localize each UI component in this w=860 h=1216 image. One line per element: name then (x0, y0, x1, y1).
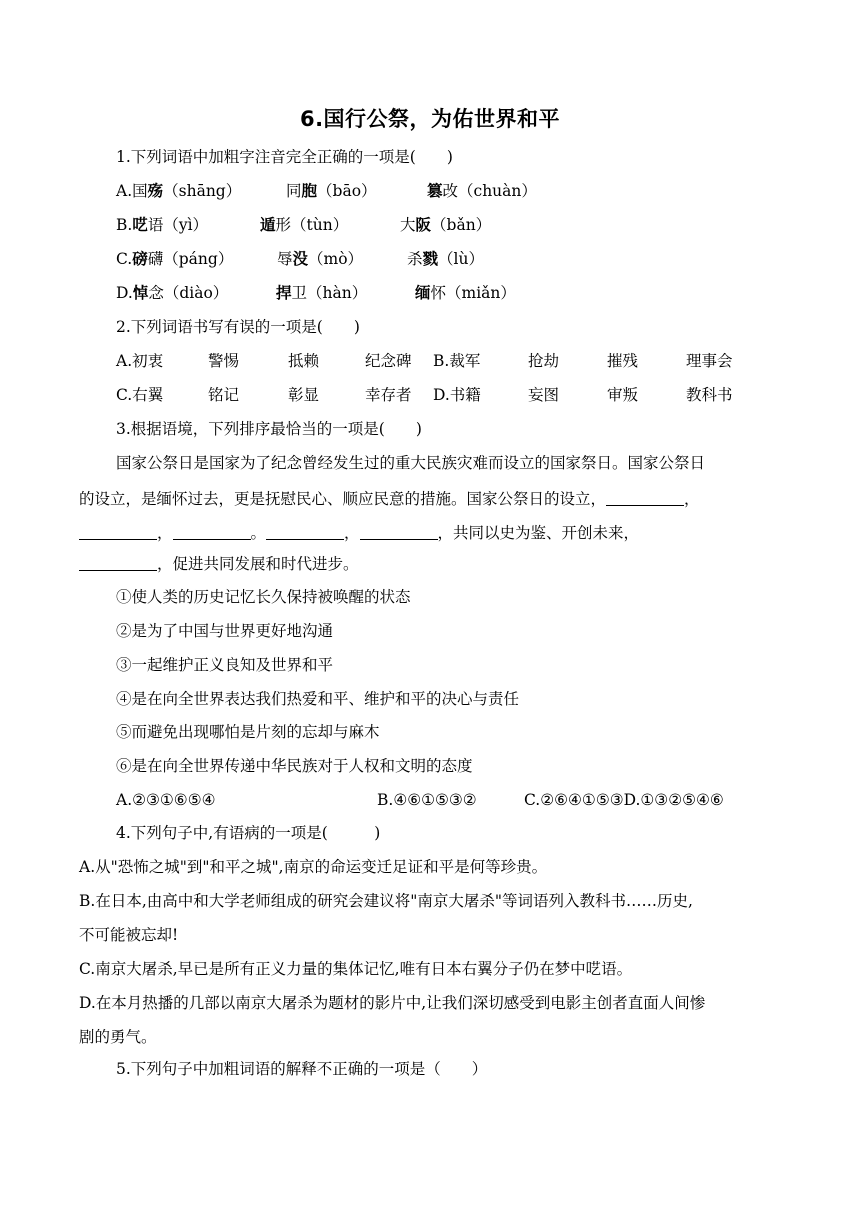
fill-blank[interactable] (606, 489, 684, 506)
sentence-item-6: ⑥是在向全世界传递中华民族对于人权和文明的态度 (116, 757, 473, 775)
option-a-word-1: A.国殇（shāng） (116, 181, 242, 200)
word-cell: C.右翼 (116, 386, 164, 404)
word-cell: 警惕 (208, 352, 240, 370)
passage-line-4: ，促进共同发展和时代进步。 (79, 553, 359, 575)
word-cell: 铭记 (208, 386, 240, 404)
sentence-item-5: ⑤而避免出现哪怕是片刻的忘却与麻木 (116, 723, 380, 741)
word-cell: 纪念碑 (365, 352, 412, 370)
sentence-item-3: ③一起维护正义良知及世界和平 (116, 656, 334, 674)
question-3-stem: 3.根据语境，下列排序最恰当的一项是( ) (116, 420, 422, 438)
fill-blank[interactable] (360, 523, 438, 540)
question-4-option-b-line-2: 不可能被忘却! (79, 926, 179, 944)
word-cell: 理事会 (686, 352, 733, 370)
fill-blank[interactable] (79, 523, 157, 540)
page-title: 6.国行公祭，为佑世界和平 (299, 107, 561, 131)
question-1-stem: 1.下列词语中加粗字注音完全正确的一项是( ) (116, 148, 453, 166)
option-a-word-2: 同胞（bāo） (286, 181, 377, 200)
word-cell: 幸存者 (365, 386, 412, 404)
sentence-item-1: ①使人类的历史记忆长久保持被唤醒的状态 (116, 588, 411, 606)
question-4-option-c: C.南京大屠杀,早已是所有正义力量的集体记忆,唯有日本右翼分子仍在梦中呓语。 (79, 960, 633, 978)
sentence-item-4: ④是在向全世界表达我们热爱和平、维护和平的决心与责任 (116, 690, 520, 708)
option-c-word-2: 辱没（mò） (277, 249, 364, 268)
option-b-word-1: B.呓语（yì） (116, 215, 209, 234)
option-c-word-1: C.磅礴（páng） (116, 249, 234, 268)
word-cell: D.书籍 (433, 386, 481, 404)
question-5-stem: 5.下列句子中加粗词语的解释不正确的一项是（ ） (116, 1060, 488, 1078)
option-d-word-2: 捍卫（hàn） (276, 283, 368, 302)
choice-c-d: C.②⑥④①⑤③D.①③②⑤④⑥ (524, 791, 724, 809)
question-4-option-d-line-1: D.在本月热播的几部以南京大屠杀为题材的影片中,让我们深切感受到电影主创者直面人间惨 (79, 994, 706, 1012)
fill-blank[interactable] (173, 523, 251, 540)
option-b-word-2: 遁形（tùn） (260, 215, 349, 234)
word-cell: 摧残 (607, 352, 639, 370)
option-b-word-3: 大阪（bǎn） (400, 215, 492, 234)
question-4-option-b-line-1: B.在日本,由高中和大学老师组成的研究会建议将"南京大屠杀"等词语列入教科书……历史, (79, 892, 693, 910)
word-cell: 审叛 (607, 386, 639, 404)
choice-a: A.②③①⑥⑤④ (116, 791, 216, 809)
passage-line-3: ， 。 ， ，共同以史为鉴、开创未来， (79, 522, 639, 544)
passage-line-2: 的设立，是缅怀过去，更是抚慰民心、顺应民意的措施。国家公祭日的设立， ， (79, 490, 700, 508)
word-cell: B.裁军 (433, 352, 481, 370)
question-4-option-a: A.从"恐怖之城"到"和平之城",南京的命运变迁足证和平是何等珍贵。 (79, 858, 548, 876)
word-cell: 妄图 (528, 386, 560, 404)
choice-b: B.④⑥①⑤③② (377, 791, 477, 809)
word-cell: 抵赖 (288, 352, 320, 370)
word-cell: 抢劫 (528, 352, 560, 370)
word-cell: 彰显 (288, 386, 320, 404)
question-4-option-d-line-2: 剧的勇气。 (79, 1028, 157, 1046)
option-d-word-1: D.悼念（diào） (116, 283, 229, 302)
sentence-item-2: ②是为了中国与世界更好地沟通 (116, 622, 334, 640)
passage-line-1: 国家公祭日是国家为了纪念曾经发生过的重大民族灾难而设立的国家祭日。国家公祭日 (116, 454, 706, 472)
option-a-word-3: 篡改（chuàn） (427, 181, 537, 200)
word-cell: A.初衷 (116, 352, 164, 370)
option-c-word-3: 杀戮（lù） (407, 249, 484, 268)
fill-blank[interactable] (266, 523, 344, 540)
word-cell: 教科书 (686, 386, 733, 404)
question-4-stem: 4.下列句子中,有语病的一项是( ) (116, 824, 381, 842)
question-2-stem: 2.下列词语书写有误的一项是( ) (116, 318, 360, 336)
option-d-word-3: 缅怀（miǎn） (415, 283, 516, 302)
fill-blank[interactable] (79, 554, 157, 571)
